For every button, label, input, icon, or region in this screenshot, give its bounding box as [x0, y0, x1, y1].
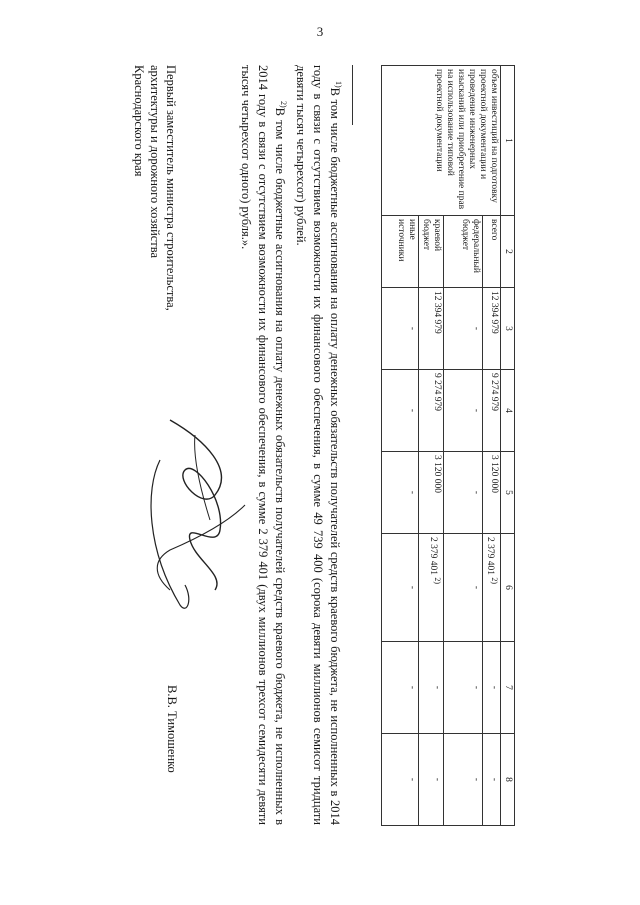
- source-cell: иные источники: [382, 216, 419, 288]
- row-label: объем инвестиций на подготовку проектной документации и проведение инженерных изысканий или приобретение прав на использование типовой проектной документации: [382, 66, 501, 216]
- page-number: 3: [316, 24, 324, 39]
- budget-table: [381, 65, 515, 826]
- header-cell: 5: [501, 452, 515, 534]
- value-cell: 2 379 401 $^{2)}$: [419, 534, 444, 642]
- value-cell: -: [443, 642, 482, 734]
- header-cell: 2: [501, 216, 515, 288]
- value-cell: 3 120 000: [482, 452, 500, 534]
- value-cell: -: [443, 452, 482, 534]
- signer-position-line: архитектуры и дорожного хозяйства: [148, 65, 162, 259]
- value-cell: -: [419, 642, 444, 734]
- header-cell: 6: [501, 534, 515, 642]
- signer-position-line: Краснодарского края: [132, 65, 146, 177]
- source-cell: всего: [482, 216, 500, 288]
- value-cell: -: [382, 452, 419, 534]
- rotated-page-content: [125, 65, 515, 835]
- handwritten-signature: [135, 400, 265, 630]
- value-cell: -: [443, 734, 482, 826]
- value-cell: -: [443, 370, 482, 452]
- value-cell: -: [482, 642, 500, 734]
- header-cell: 8: [501, 734, 515, 826]
- value-cell: 12 394 979: [419, 288, 444, 370]
- header-cell: 7: [501, 642, 515, 734]
- footnote-ref: 2): [432, 577, 442, 584]
- value-cell: -: [443, 288, 482, 370]
- signer-position: [131, 65, 179, 385]
- value-cell: 9 274 979: [482, 370, 500, 452]
- value-cell: -: [419, 734, 444, 826]
- header-cell: 4: [501, 370, 515, 452]
- value-cell: -: [382, 734, 419, 826]
- value-cell: -: [382, 642, 419, 734]
- value-cell: 2 379 401 $^{2)}$: [482, 534, 500, 642]
- source-cell: федеральный бюджет: [443, 216, 482, 288]
- value-cell: 3 120 000: [419, 452, 444, 534]
- footnote: $^{1)}$В том числе бюджетные ассигнования на оплату денежных обязательств получателей средств краевого бюджета, не исполненных в 2014 году в связи с отсутствием возможности их финансового обеспечения, в сумме 49 739 400 (сорока девяти миллионов семисот тридцати девяти тысяч четырехсот) рублей.: [293, 65, 343, 825]
- value-cell: -: [382, 534, 419, 642]
- table-row: [482, 66, 500, 826]
- footnote-ref: 2): [490, 577, 499, 584]
- signer-name: В.В. Тимошенко: [165, 685, 179, 773]
- footnote-mark: 1): [334, 81, 343, 88]
- value-cell: -: [382, 288, 419, 370]
- source-cell: краевой бюджет: [419, 216, 444, 288]
- value-cell: -: [443, 534, 482, 642]
- value-cell: 9 274 979: [419, 370, 444, 452]
- table-header-row: [501, 66, 515, 826]
- footnote: $^{2)}$В том числе бюджетные ассигнования на оплату денежных обязательств получателей средств краевого бюджета, не исполненных в 2014 году в связи с отсутствием возможности их финансового обеспечения, в сумме 2 379 401 (двух миллионов трехсот семидесяти девяти тысяч четырехсот одного) рубля.».: [238, 65, 288, 825]
- footnote-mark: 2): [278, 101, 288, 108]
- footnote-separator: [352, 65, 353, 125]
- value-cell: 12 394 979: [482, 288, 500, 370]
- header-cell: 1: [501, 66, 515, 216]
- value-cell: -: [382, 370, 419, 452]
- header-cell: 3: [501, 288, 515, 370]
- signer-position-line: Первый заместитель министра строительства,: [164, 65, 178, 311]
- value-cell: -: [482, 734, 500, 826]
